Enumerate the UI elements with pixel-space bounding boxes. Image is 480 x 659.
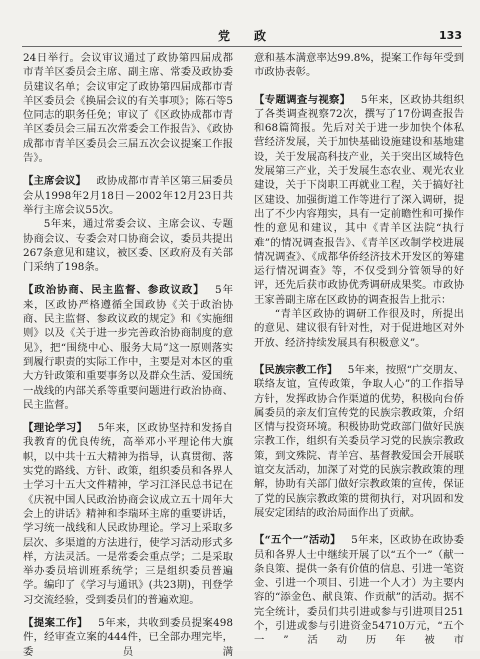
entry-chairman-meetings [23,174,233,274]
entry-text: 5年来，区政协在政协委员和各界人士中继续开展了以“五个一”（献一条良策、提供一条有价值的信息、引进一笔资金、引进一个项目、引进一个人才）为主要内容的“添金色、献良策、作贡献”的活动。据不完全统计，委员们共引进或参与引进项目251个，引进或参与引进资金54710万元，“五个一”活动历年被市 [254,534,464,647]
entry-proposals [23,616,233,659]
entry-lead-paragraph [254,93,464,307]
entry-heading: 【主席会议】 [23,175,87,188]
entry-text: 5年来，共收到委员提案498件，经审查立案的444件，已全部办理完毕，委员满 [23,616,233,658]
entry-text: 5年来，区政协共组织了各类调查视察72次，撰写了17份调查报告和68篇简报。先后对关于进一步加快个体私营经济发展，关于加快基础设施建设和基地建设，关于发展高科技产业，关于突出区域特色发展第三产业，关于发展生态农业、观光农业建设，关于下岗职工再就业工程，关于搞好社区建设、加强街道工作等进行了深入调研，提出了不少内容翔实，具有一定前瞻性和可操作性的意见和建议，其中《青羊区法院“执行难”的情况调查报告》、《青羊区改制学校进展情况调查》、《成都华侨经济技术开发区的筹建运行情况调查》等，不仅受到分管领导的好评，还先后获市政协优秀调研成果奖。市政协王家善副主席在区政协的调查报告上批示： [254,93,464,306]
entry-heading: 【民族宗教工作】 [254,363,338,376]
entry-lead-paragraph [23,174,233,217]
entry-special-surveys [254,93,464,350]
running-header-title: 党政 [217,29,290,43]
right-column [254,51,464,648]
entry-text: 5年来，区政协严格遵循全国政协《关于政治协商、民主监督、参政议政的规定》和《实施细则》以及《关于进一步完善政治协商制度的意见》，把“围绕中心、服务大局”这一原则落实到履行职责的实际工作中，主要是对本区的重大方针政策和重要事务以及群众生活、爱国统一战线的内部关系等重要问题进行政治协商、民主监督。 [23,284,233,411]
entry-heading: 【提案工作】 [23,616,88,629]
entry-paragraph: 5年来，通过常委会议、主席会议、专题协商会议、专委会对口协商会议，委员共提出267条意见和建议，被区委、区政府及有关部门采纳了198条。 [23,218,233,274]
entry-heading: 【政治协商、民主监督、参政议政】 [23,284,205,297]
page-number: 133 [439,29,462,42]
entry-lead-paragraph [23,283,233,412]
entry-theory-study [23,421,233,607]
entry-heading: 【专题调查与视察】 [254,93,351,106]
entry-text: 5年来，区政协坚持和发扬自我教育的优良传统，高举邓小平理论伟大旗帜，以中共十五大精神为指导，认真贯彻、落实党的路线、方针、政策，组织委员和各界人士学习十五大文件精神，学习江泽民总书记在《庆祝中国人民政治协商会议成立五十周年大会上的讲话》精神和李瑞环主席的重要讲话，学习统一战线和人民政协理论。学习上采取多层次、多渠道的方法进行，使学习活动形式多样，方法灵活。一是常委会重点学；二是采取举办委员培训班系统学；三是组织委员普遍学。编印了《学习与通讯》(共23期)，刊登学习交流经验，受到委员们的普遍欢迎。 [23,422,233,606]
entry-lead-paragraph [254,533,464,647]
entry-heading: 【“五个一”活动】 [254,534,341,547]
entry-political-consultation [23,283,233,412]
running-header [22,28,462,44]
entry-text: 5年来，按照“广交朋友、联络友谊，宣传政策，争取人心”的工作指导方针，发挥政协合作渠道的优势，积极向台侨属委员的亲友们宣传党的民族宗教政策，介绍区情与投资环境。积极协助党政部门做好民族宗教工作，组织有关委员学习党的民族宗教政策，到文殊院、青羊宫、基督教爱国会开展联谊交友活动，加深了对党的民族宗教政策的理解，协助有关部门做好宗教政策的宣传，保证了党的民族宗教政策的贯彻执行，对巩固和发展安定团结的政治局面作出了贡献。 [254,363,465,519]
entry-text: 政协成都市青羊区第三届委员会从1998年2月18日－2002年12月23日共举行主席会议55次。 [23,175,234,216]
continued-paragraph: 24日举行。会议审议通过了政协第四届成都市青羊区委员会主席、副主席、常委及政协委员建议名单；会议审定了政协第四届成都市青羊区委员会《换届会议的有关事项》；陈石等5位同志的职务任免；审议了《区政协成都市青羊区委员会三届五次常委会工作报告》、《政协成都市青羊区委员会三届五次会议提案工作报告》。 [23,52,233,165]
left-column [23,51,234,658]
entry-heading: 【理论学习】 [23,422,88,435]
entry-lead-paragraph [254,363,464,520]
entry-five-ones-activity [254,533,464,647]
entry-lead-paragraph [23,421,233,607]
entry-lead-paragraph [23,616,233,659]
entry-ethnic-religious-work [254,363,464,520]
header-rule [22,46,462,47]
continued-paragraph: 意和基本满意率达99.8%，提案工作每年受到市政协表彰。 [254,52,464,79]
entry-quotation-paragraph: “青羊区政协的调研工作很及时，所提出的意见、建议很有针对性，对于促进地区对外开放、经济持续发展具有积极意义”。 [254,308,464,349]
